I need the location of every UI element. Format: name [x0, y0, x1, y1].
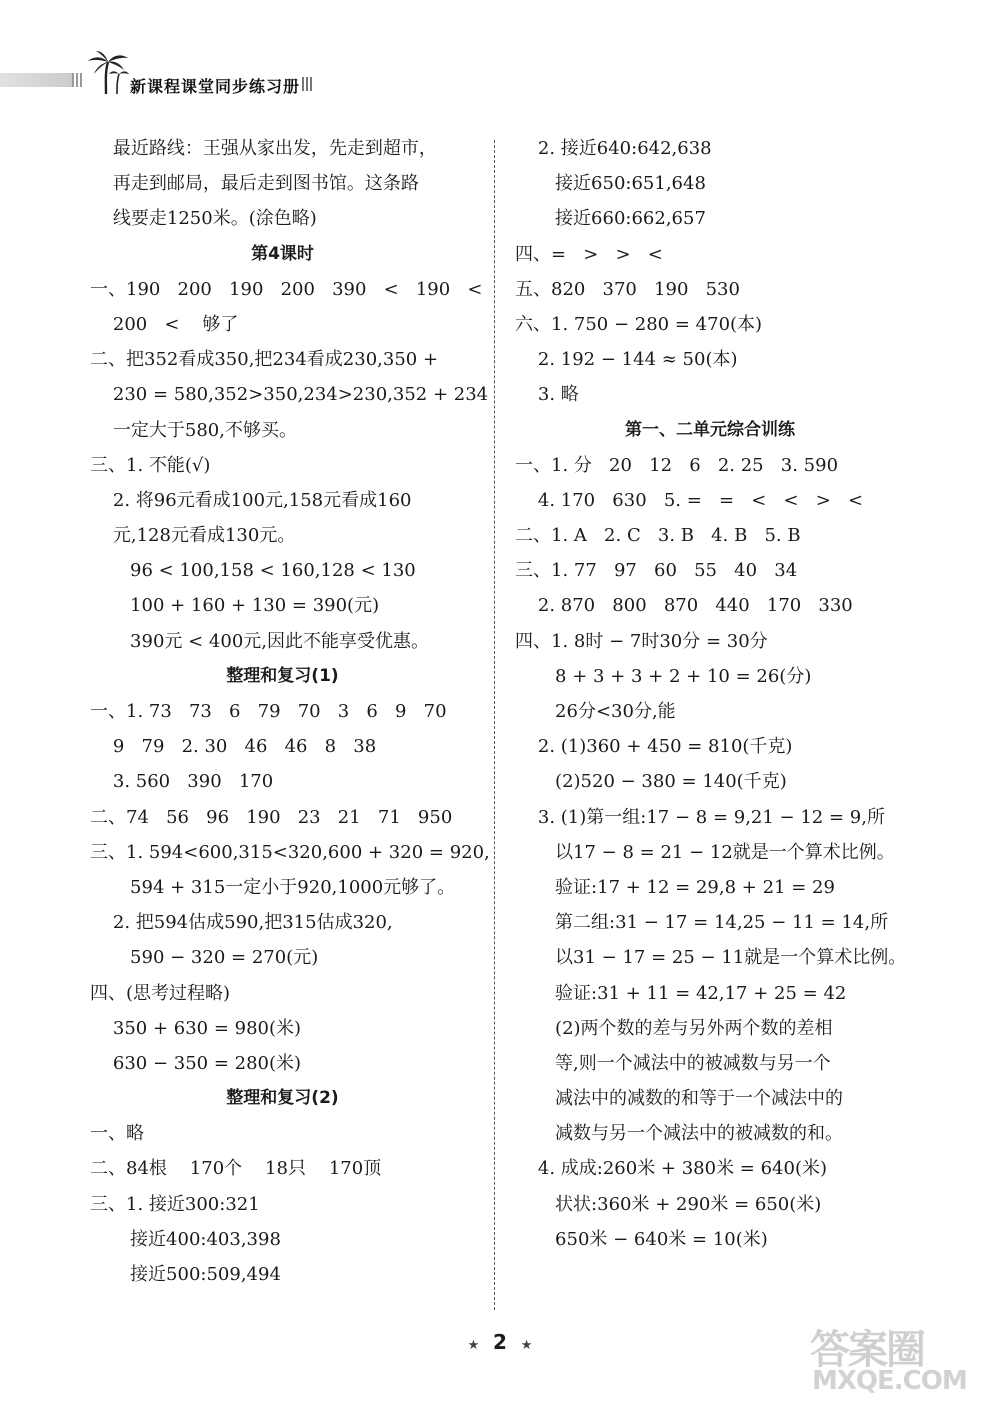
section-heading: 整理和复习(1): [226, 665, 339, 686]
answer-line: 594 + 315一定小于920,1000元够了。: [90, 876, 456, 898]
answer-line: 4. 170 630 5. = = < < > <: [515, 489, 864, 511]
answer-line: 三、1. 77 97 60 55 40 34: [515, 560, 798, 582]
answer-line: 2. (1)360 + 450 = 810(千克): [515, 736, 793, 758]
answer-line: 四、1. 8时 − 7时30分 = 30分: [515, 630, 768, 652]
answer-line: 26分<30分,能: [515, 701, 676, 722]
answer-line: 六、1. 750 − 280 = 470(本): [515, 313, 763, 335]
answer-line: 减法中的减数的和等于一个减法中的: [515, 1088, 844, 1110]
answer-line: 四、(思考过程略): [90, 982, 231, 1004]
section-heading: 整理和复习(2): [226, 1088, 339, 1109]
answer-line: 接近400:403,398: [90, 1228, 281, 1250]
answer-line: 一、190 200 190 200 390 < 190 <: [90, 278, 483, 300]
answer-line: 三、1. 不能(√): [90, 454, 211, 476]
answer-line: 线要走1250米。(涂色略): [90, 208, 317, 230]
header-bars: [302, 77, 312, 91]
answer-line: 2. 870 800 870 440 170 330: [515, 595, 853, 617]
answer-line: 390元 < 400元,因此不能享受优惠。: [90, 630, 430, 652]
answer-line: 四、= > > <: [515, 243, 663, 265]
answer-line: 二、1. A 2. C 3. B 4. B 5. B: [515, 525, 801, 547]
answer-line: 二、把352看成350,把234看成230,350 +: [90, 349, 439, 371]
answer-line: 最近路线：王强从家出发，先走到超市，: [90, 138, 437, 159]
answer-line: 五、820 370 190 530: [515, 278, 740, 300]
answer-line: 减数与另一个减法中的被减数的和。: [515, 1123, 844, 1145]
left-column: [90, 131, 490, 1292]
answer-line: 以17 − 8 = 21 − 12就是一个算术比例。: [515, 841, 895, 863]
page-number: 2: [493, 1330, 507, 1354]
answer-line: 630 − 350 = 280(米): [90, 1052, 302, 1074]
right-column: [515, 131, 905, 1257]
answer-line: 2. 将96元看成100元,158元看成160: [90, 489, 412, 511]
answer-line: 一、略: [90, 1123, 144, 1145]
column-divider: [494, 140, 495, 1310]
page-header: [0, 50, 330, 110]
watermark-chars: 答案圈: [810, 1327, 924, 1373]
answer-line: 接近660:662,657: [515, 208, 706, 230]
answer-line: (2)两个数的差与另外两个数的差相: [515, 1017, 833, 1039]
answer-line: 二、74 56 96 190 23 21 71 950: [90, 806, 453, 828]
answer-line: 350 + 630 = 980(米): [90, 1017, 302, 1039]
answer-line: 一、1. 分 20 12 6 2. 25 3. 590: [515, 454, 839, 476]
answer-line: 一、1. 73 73 6 79 70 3 6 9 70: [90, 701, 447, 722]
answer-line: 200 < 够了: [90, 313, 239, 335]
section-heading: 第4课时: [251, 243, 314, 264]
header-stripes: [72, 73, 84, 87]
section-heading: 第一、二单元综合训练: [625, 419, 795, 440]
answer-line: 三、1. 接近300:321: [90, 1193, 260, 1215]
watermark-url: MXQE.COM: [812, 1366, 967, 1396]
answer-line: 8 + 3 + 3 + 2 + 10 = 26(分): [515, 665, 812, 687]
answer-line: 等,则一个减法中的被减数与另一个: [515, 1052, 831, 1074]
answer-line: 2. 把594估成590,把315估成320,: [90, 912, 393, 934]
answer-line: 3. 560 390 170: [90, 771, 274, 793]
answer-line: 接近650:651,648: [515, 173, 706, 195]
answer-line: 第二组:31 − 17 = 14,25 − 11 = 14,所: [515, 912, 889, 934]
answer-line: 元,128元看成130元。: [90, 525, 296, 547]
answer-line: 以31 − 17 = 25 − 11就是一个算术比例。: [515, 947, 907, 969]
palm-tree-icon: [84, 50, 130, 96]
answer-line: 一定大于580,不够买。: [90, 419, 297, 441]
answer-line: 接近500:509,494: [90, 1264, 281, 1285]
answer-line: 650米 − 640米 = 10(米): [515, 1228, 768, 1250]
answer-line: 二、84根 170个 18只 170顶: [90, 1158, 382, 1180]
answer-line: 3. (1)第一组:17 − 8 = 9,21 − 12 = 9,所: [515, 806, 885, 828]
answer-line: 9 79 2. 30 46 46 8 38: [90, 736, 377, 758]
answer-line: 3. 略: [515, 384, 579, 406]
answer-line: 590 − 320 = 270(元): [90, 947, 319, 969]
watermark: [810, 1318, 990, 1398]
answer-line: 2. 接近640:642,638: [515, 138, 712, 159]
answer-line: 验证:31 + 11 = 42,17 + 25 = 42: [515, 982, 847, 1004]
answer-line: 再走到邮局，最后走到图书馆。这条路: [90, 173, 419, 195]
answer-line: 三、1. 594<600,315<320,600 + 320 = 920,: [90, 841, 490, 863]
star-icon: ★: [467, 1338, 480, 1353]
star-icon: ★: [520, 1338, 533, 1353]
book-title: 新课程课堂同步练习册: [130, 77, 301, 96]
answer-line: 4. 成成:260米 + 380米 = 640(米): [515, 1158, 828, 1180]
answer-line: 2. 192 − 144 ≈ 50(本): [515, 349, 738, 371]
answer-line: 100 + 160 + 130 = 390(元): [90, 595, 380, 617]
answer-line: (2)520 − 380 = 140(千克): [515, 771, 787, 793]
answer-line: 状状:360米 + 290米 = 650(米): [515, 1193, 822, 1215]
answer-line: 96 < 100,158 < 160,128 < 130: [90, 560, 416, 582]
answer-line: 230 = 580,352>350,234>230,352 + 234: [90, 384, 489, 406]
answer-line: 验证:17 + 12 = 29,8 + 21 = 29: [515, 876, 835, 898]
